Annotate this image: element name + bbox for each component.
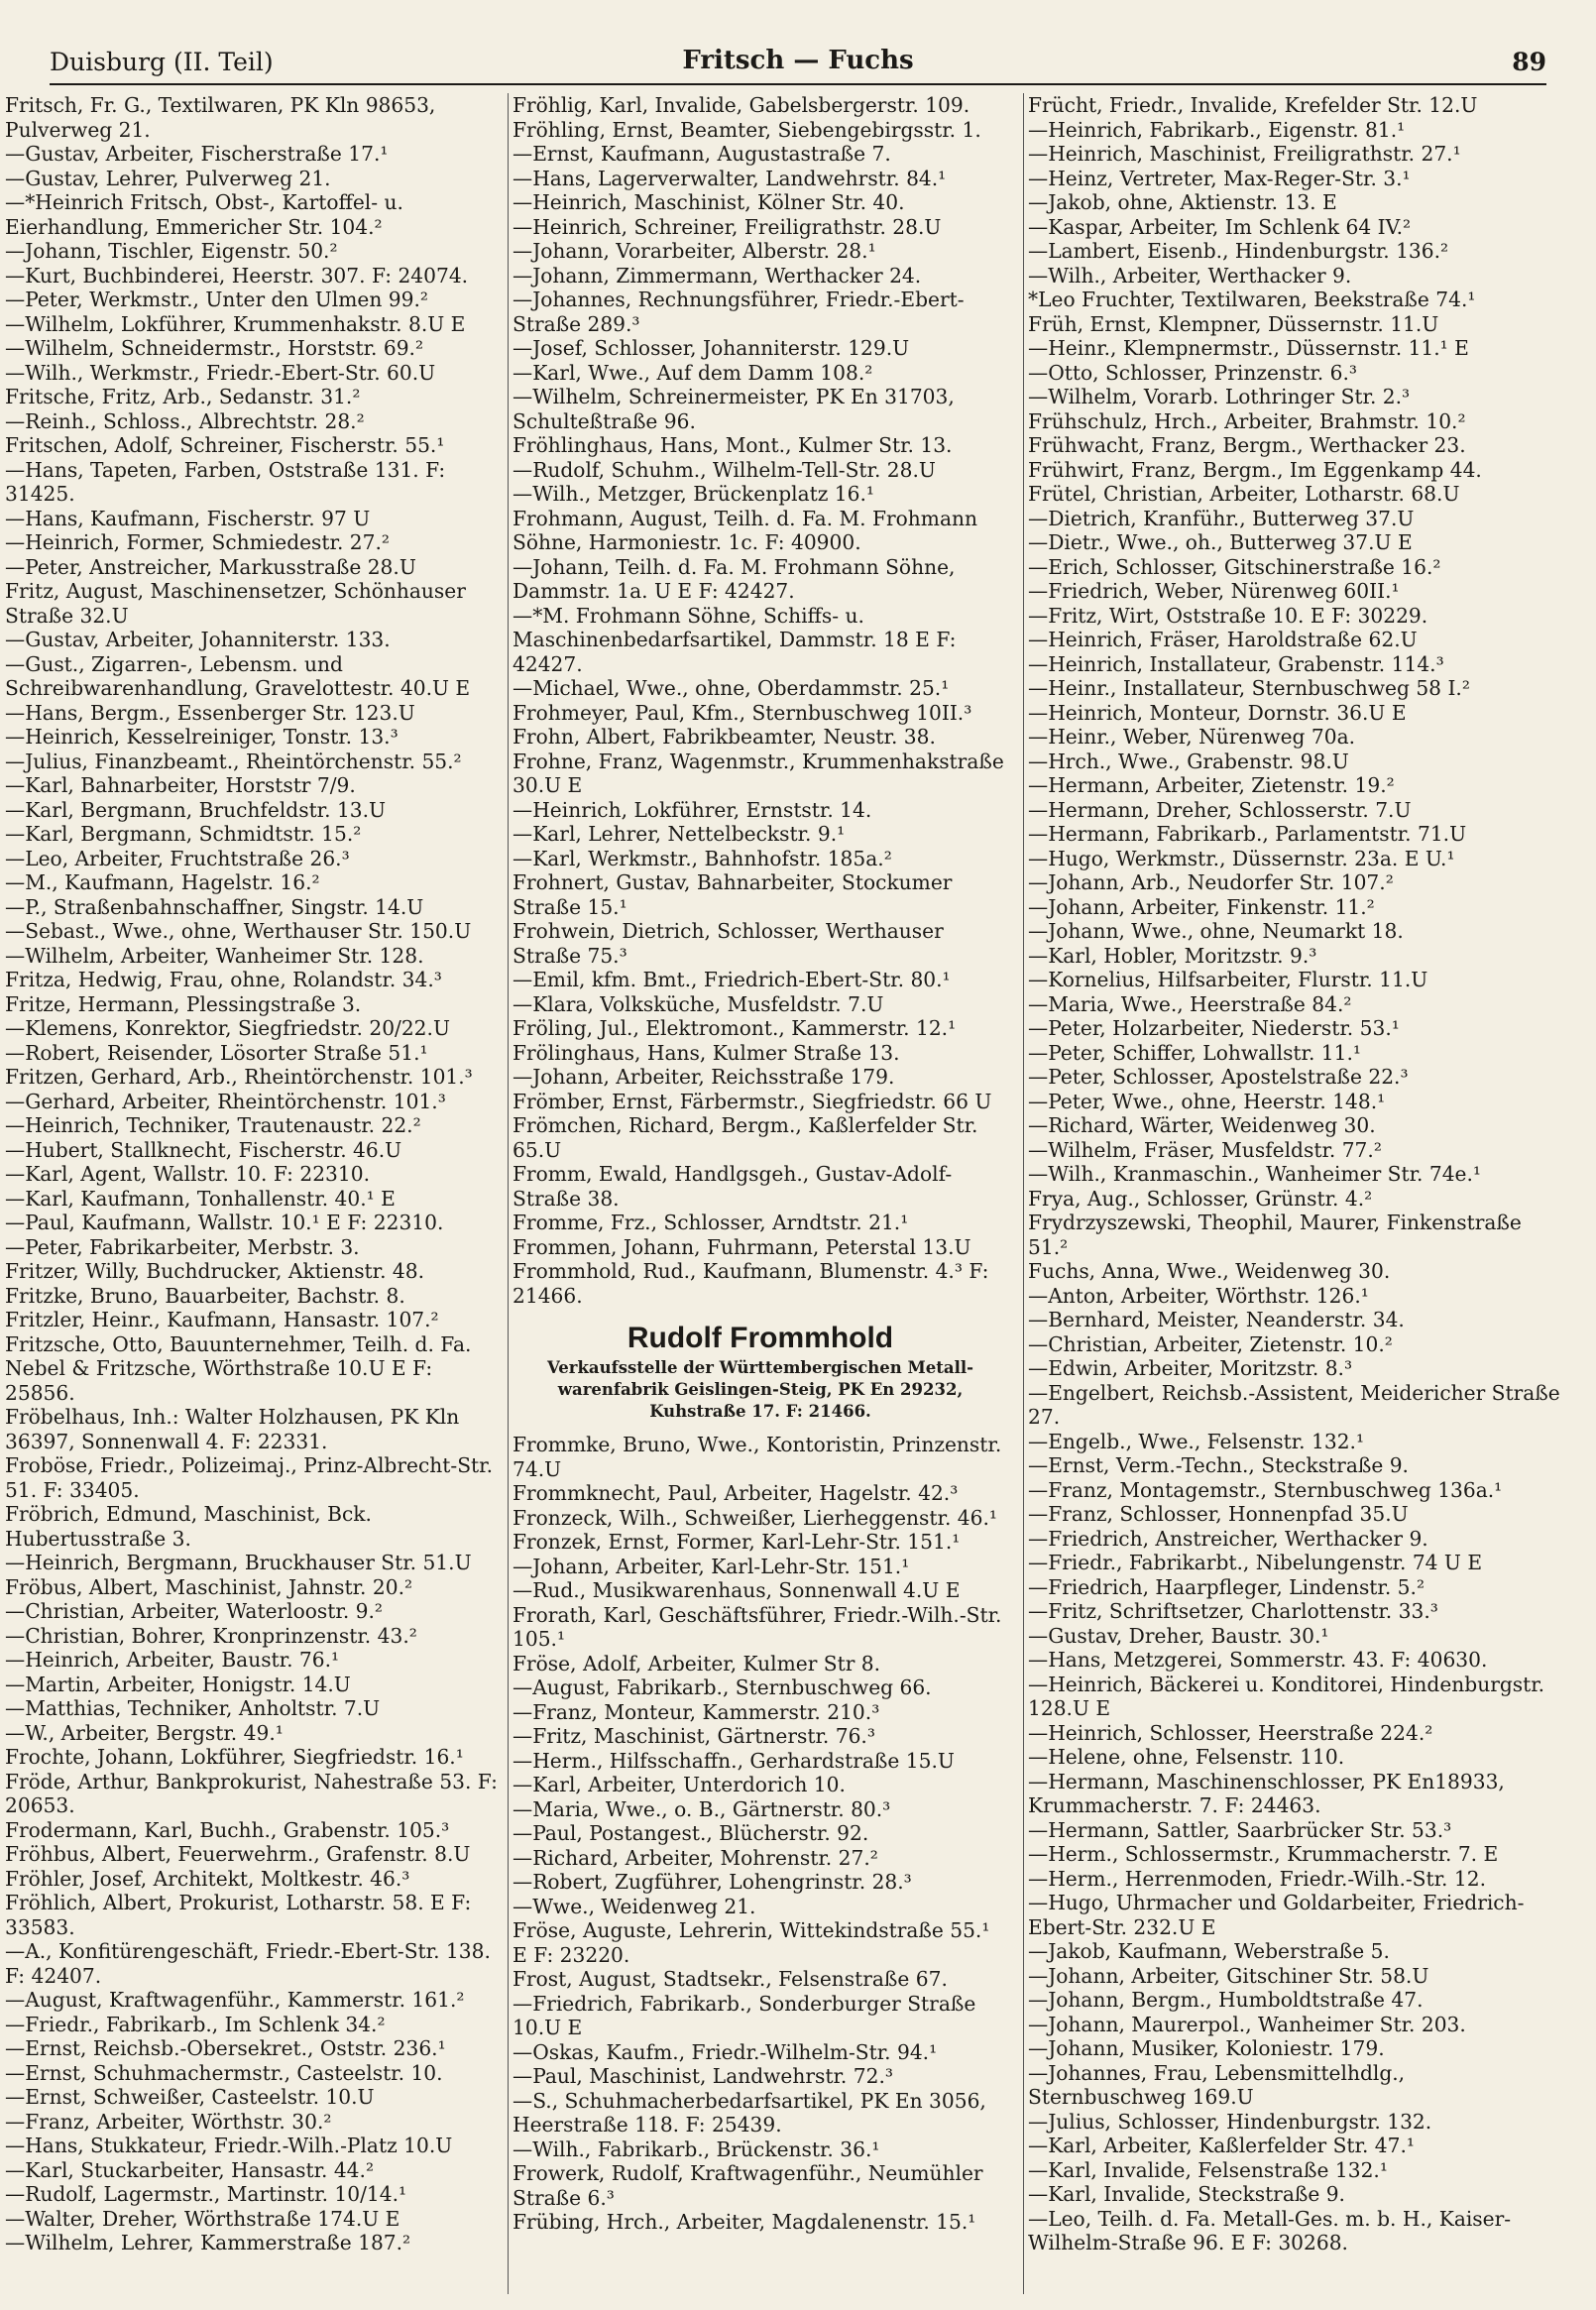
directory-entry: Fröbelhaus, Inh.: Walter Holzhausen, PK Kln 36397, Sonnenwall 4. F: 22331. [5,1405,460,1453]
directory-entry: —Heinr., Installateur, Sternbuschweg 58 I.² [1028,676,1470,700]
directory-entry: —Heinrich, Schlosser, Heerstraße 224.² [1028,1720,1433,1745]
directory-entry: —Heinrich, Arbeiter, Baustr. 76.¹ [5,1648,340,1672]
directory-entry: —Rudolf, Schuhm., Wilhelm-Tell-Str. 28.U [513,457,936,482]
directory-entry: —Peter, Wwe., ohne, Heerstr. 148.¹ [1028,1089,1386,1113]
directory-entry: —Hermann, Dreher, Schlosserstr. 7.U [1028,797,1412,822]
directory-entry: —Hermann, Sattler, Saarbrücker Str. 53.³ [1028,1817,1452,1842]
directory-entry: Frübing, Hrch., Arbeiter, Magdalenenstr. 15.¹ [513,2210,976,2234]
directory-entry: —Friedrich, Anstreicher, Werthacker 9. [1028,1526,1428,1551]
directory-entry: —M., Kaufmann, Hagelstr. 16.² [5,870,320,894]
directory-entry: —Franz, Arbeiter, Wörthstr. 30.² [5,2109,332,2134]
directory-entry: —Leo, Arbeiter, Fruchtstraße 26.³ [5,846,350,870]
directory-entry: —Edwin, Arbeiter, Moritzstr. 8.³ [1028,1356,1353,1380]
directory-entry: —Friedrich, Fabrikarb., Sonderburger Straße 10.U E [513,1991,976,2039]
directory-entry: —Karl, Hobler, Moritzstr. 9.³ [1028,943,1317,968]
directory-entry: Fritz, August, Maschinensetzer, Schönhauser Straße 32.U [5,579,466,628]
directory-entry: Fröbrich, Edmund, Maschinist, Bck. Hubertusstraße 3. [5,1502,372,1551]
directory-entry: Fröbus, Albert, Maschinist, Jahnstr. 20.² [5,1574,413,1599]
directory-entry: Fritzer, Willy, Buchdrucker, Aktienstr. 48. [5,1259,425,1283]
directory-entry: Frömchen, Richard, Bergm., Kaßlerfelder Str. 65.U [513,1113,978,1162]
column-2-bottom [513,1433,1008,2235]
directory-entry: —Heinrich, Schreiner, Freiligrathstr. 28.U [513,214,942,239]
directory-entry: —Karl, Bergmann, Schmidtstr. 15.² [5,822,362,846]
directory-entry: —Hermann, Arbeiter, Zietenstr. 19.² [1028,773,1395,797]
directory-entry: Frommhold, Rud., Kaufmann, Blumenstr. 4.³ F: 21466. [513,1259,989,1308]
directory-entry: —Otto, Schlosser, Prinzenstr. 6.³ [1028,360,1357,385]
directory-entry: —Robert, Reisender, Lösorter Straße 51.¹ [5,1040,428,1065]
directory-entry: —Gustav, Arbeiter, Johanniterstr. 133. [5,628,391,651]
directory-entry: —Hans, Lagerverwalter, Landwehrstr. 84.¹ [513,166,947,190]
directory-entry: —Karl, Werkmstr., Bahnhofstr. 185a.² [513,846,892,870]
directory-entry: —Hugo, Uhrmacher und Goldarbeiter, Friedrich-Ebert-Str. 232.U E [1028,1891,1525,1939]
directory-entry: —Heinrich, Kesselreiniger, Tonstr. 13.³ [5,725,399,749]
column-3 [1023,93,1563,2294]
directory-entry: Fritzke, Bruno, Bauarbeiter, Bachstr. 8. [5,1283,405,1308]
ad-line-3: Kuhstraße 17. F: 21466. [649,1402,871,1421]
directory-entry: Fritzsche, Otto, Bauunternehmer, Teilh. d. Fa. Nebel & Fritzsche, Wörthstraße 10.U E F: 25856. [5,1331,472,1405]
directory-entry: —A., Konfitürengeschäft, Friedr.-Ebert-Str. 138. F: 42407. [5,1939,491,1988]
directory-entry: —Peter, Fabrikarbeiter, Merbstr. 3. [5,1234,360,1259]
directory-entry: —Wwe., Weidenweg 21. [513,1894,756,1918]
directory-entry: Frühwirt, Franz, Bergm., Im Eggenkamp 44. [1028,457,1482,482]
directory-entry: —Matthias, Techniker, Anholtstr. 7.U [5,1696,381,1720]
directory-entry: —Karl, Arbeiter, Kaßlerfelder Str. 47.¹ [1028,2134,1415,2157]
column-2 [508,93,1008,2294]
directory-entry: —Peter, Holzarbeiter, Niederstr. 53.¹ [1028,1016,1400,1040]
directory-entry: Frohwein, Dietrich, Schlosser, Werthauser Straße 75.³ [513,919,944,968]
directory-entry: —Franz, Monteur, Kammerstr. 210.³ [513,1699,880,1724]
directory-entry: —Jakob, Kaufmann, Weberstraße 5. [1028,1939,1390,1963]
directory-entry: —Klara, Volksküche, Musfeldstr. 7.U [513,991,884,1016]
directory-entry: —Peter, Schlosser, Apostelstraße 22.³ [1028,1065,1409,1089]
directory-entry: —Heinr., Weber, Nürenweg 70a. [1028,725,1356,749]
directory-entry: —Richard, Wärter, Weidenweg 30. [1028,1113,1376,1137]
directory-entry: Fromme, Frz., Schlosser, Arndtstr. 21.¹ [513,1211,909,1234]
directory-entry: —*Heinrich Fritsch, Obst-, Kartoffel- u. Eierhandlung, Emmericher Str. 104.² [5,190,403,239]
directory-entry: —Karl, Wwe., Auf dem Damm 108.² [513,360,873,385]
directory-entry: —Karl, Arbeiter, Unterdorich 10. [513,1773,846,1796]
directory-entry: Frowerk, Rudolf, Kraftwagenführ., Neumühler Straße 6.³ [513,2161,983,2210]
ad-line-1: Verkaufsstelle der Württembergischen Metall- [547,1358,973,1377]
directory-entry: —Kurt, Buchbinderei, Heerstr. 307. F: 24074. [5,263,469,288]
directory-entry: —Johann, Arb., Neudorfer Str. 107.² [1028,870,1394,894]
directory-entry: —Hans, Stukkateur, Friedr.-Wilh.-Platz 10.U [5,2134,453,2157]
directory-entry: —Dietr., Wwe., oh., Butterweg 37.U E [1028,530,1413,554]
directory-entry: Frömber, Ernst, Färbermstr., Siegfriedstr. 66 U [513,1089,992,1113]
directory-entry: —Paul, Postangest., Blücherstr. 92. [513,1821,869,1845]
directory-entry: Fromm, Ewald, Handlgsgeh., Gustav-Adolf-Straße 38. [513,1162,953,1211]
directory-entry: —Hrch., Wwe., Grabenstr. 98.U [1028,749,1349,773]
directory-entry: —Wilhelm, Fräser, Musfeldstr. 77.² [1028,1137,1382,1162]
directory-entry: —Karl, Lehrer, Nettelbeckstr. 9.¹ [513,822,846,846]
directory-entry: —Karl, Bahnarbeiter, Horststr 7/9. [5,773,356,797]
header-city: Duisburg (II. Teil) [50,48,274,76]
directory-entry: Frohn, Albert, Fabrikbeamter, Neustr. 38. [513,725,936,749]
directory-entry: —Wilh., Metzger, Brückenplatz 16.¹ [513,482,874,506]
directory-entry: Fröling, Jul., Elektromont., Kammerstr. 12.¹ [513,1016,957,1040]
directory-entry: —W., Arbeiter, Bergstr. 49.¹ [5,1720,284,1745]
directory-entry: —Gustav, Arbeiter, Fischerstraße 17.¹ [5,142,389,166]
directory-entry: —Dietrich, Kranführ., Butterweg 37.U [1028,506,1415,530]
directory-entry: Fritzler, Heinr., Kaufmann, Hansastr. 107.² [5,1308,439,1331]
directory-entry: —Karl, Invalide, Felsenstraße 132.¹ [1028,2157,1388,2182]
directory-entry: —Herm., Schlossermstr., Krummacherstr. 7. E [1028,1842,1499,1866]
advertisement [513,1320,1008,1423]
directory-entry: —Heinrich, Maschinist, Freiligrathstr. 27.¹ [1028,142,1461,166]
directory-entry: —Heinrich, Monteur, Dornstr. 36.U E [1028,700,1407,725]
directory-entry: —Wilh., Fabrikarb., Brückenstr. 36.¹ [513,2137,880,2161]
directory-entry: Früh, Ernst, Klempner, Düssernstr. 11.U [1028,311,1439,336]
directory-entry: —Kornelius, Hilfsarbeiter, Flurstr. 11.U [1028,968,1428,991]
directory-entry: —Wilhelm, Vorarb. Lothringer Str. 2.³ [1028,385,1411,408]
directory-entry: —Johann, Teilh. d. Fa. M. Frohmann Söhne, Dammstr. 1a. U E F: 42427. [513,554,956,603]
directory-entry: Fritza, Hedwig, Frau, ohne, Rolandstr. 34.³ [5,968,442,991]
header-range: Fritsch — Fuchs [682,46,914,75]
directory-entry: —Johann, Wwe., ohne, Neumarkt 18. [1028,919,1404,943]
directory-entry: —Hermann, Fabrikarb., Parlamentstr. 71.U [1028,822,1467,846]
directory-entry: —Erich, Schlosser, Gitschinerstraße 16.² [1028,554,1441,579]
directory-entry: —Hans, Tapeten, Farben, Oststraße 131. F: 31425. [5,457,446,506]
directory-entry: Frommen, Johann, Fuhrmann, Peterstal 13.U [513,1234,971,1259]
directory-entry: —Heinrich, Bergmann, Bruckhauser Str. 51.U [5,1551,472,1574]
directory-entry: —Johann, Arbeiter, Gitschiner Str. 58.U [1028,1963,1429,1988]
directory-entry: Frölinghaus, Hans, Kulmer Straße 13. [513,1040,900,1065]
directory-entry: —Karl, Stuckarbeiter, Hansastr. 44.² [5,2157,375,2182]
directory-entry: —Christian, Bohrer, Kronprinzenstr. 43.² [5,1623,417,1648]
directory-entry: —Hans, Metzgerei, Sommerstr. 43. F: 40630. [1028,1648,1488,1672]
directory-entry: —Friedr., Fabrikarb., Im Schlenk 34.² [5,2012,386,2036]
directory-entry: —Heinr., Klempnermstr., Düssernstr. 11.¹ E [1028,336,1469,360]
directory-entry: —Rudolf, Lagermstr., Martinstr. 10/14.¹ [5,2182,407,2206]
directory-entry: Fritschen, Adolf, Schreiner, Fischerstr. 55.¹ [5,433,445,457]
directory-entry: —Karl, Agent, Wallstr. 10. F: 22310. [5,1162,370,1186]
column-2-top [513,93,1008,1308]
directory-entry: —Johann, Zimmermann, Werthacker 24. [513,263,922,288]
directory-entry: Frohne, Franz, Wagenmstr., Krummenhakstraße 30.U E [513,749,1004,797]
directory-entry: —Anton, Arbeiter, Wörthstr. 126.¹ [1028,1283,1369,1308]
directory-entry: —Oskas, Kaufm., Friedr.-Wilhelm-Str. 94.¹ [513,2039,938,2064]
directory-entry: —Christian, Arbeiter, Waterloostr. 9.² [5,1599,384,1623]
directory-entry: Fröhbus, Albert, Feuerwehrm., Grafenstr. 8.U [5,1842,471,1866]
directory-entry: —Martin, Arbeiter, Honigstr. 14.U [5,1672,351,1696]
directory-entry: —Gustav, Lehrer, Pulverweg 21. [5,166,331,190]
directory-entry: —Friedr., Fabrikarbt., Nibelungenstr. 74 U E [1028,1551,1483,1574]
directory-entry: —Heinrich, Bäckerei u. Konditorei, Hindenburgstr. 128.U E [1028,1672,1545,1720]
directory-entry: —Wilh., Werkmstr., Friedr.-Ebert-Str. 60.U [5,360,436,385]
directory-entry: —Gerhard, Arbeiter, Rheintörchenstr. 101.³ [5,1089,446,1113]
directory-entry: —Hugo, Werkmstr., Düssernstr. 23a. E U.¹ [1028,846,1455,870]
directory-entry: Frütel, Christian, Arbeiter, Lotharstr. 68.U [1028,482,1460,506]
directory-entry: Frochte, Johann, Lokführer, Siegfriedstr. 16.¹ [5,1745,464,1769]
directory-entry: Fröhlig, Karl, Invalide, Gabelsbergerstr. 109. [513,93,970,117]
directory-entry: —Wilhelm, Arbeiter, Wanheimer Str. 128. [5,943,424,968]
directory-entry: —Engelb., Wwe., Felsenstr. 132.¹ [1028,1429,1365,1453]
directory-entry: —Kaspar, Arbeiter, Im Schlenk 64 IV.² [1028,214,1412,239]
directory-entry: Fronzek, Ernst, Former, Karl-Lehr-Str. 151.¹ [513,1530,961,1554]
directory-entry: —Engelbert, Reichsb.-Assistent, Meidericher Straße 27. [1028,1380,1560,1429]
directory-entry: —Julius, Finanzbeamt., Rheintörchenstr. 55.² [5,749,462,773]
directory-entry: —Peter, Schiffer, Lohwallstr. 11.¹ [1028,1040,1362,1065]
directory-entry: Fröse, Adolf, Arbeiter, Kulmer Str 8. [513,1651,881,1675]
directory-entry: —Heinz, Vertreter, Max-Reger-Str. 3.¹ [1028,166,1411,190]
directory-entry: —Friedrich, Weber, Nürenweg 60II.¹ [1028,579,1400,603]
directory-entry: —Heinrich, Installateur, Grabenstr. 114.³ [1028,651,1444,676]
directory-entry: —Lambert, Eisenb., Hindenburgstr. 136.² [1028,239,1449,263]
directory-entry: Fritsch, Fr. G., Textilwaren, PK Kln 98653, Pulverweg 21. [5,93,436,142]
directory-entry: Frorath, Karl, Geschäftsführer, Friedr.-Wilh.-Str. 105.¹ [513,1602,1002,1651]
directory-entry: —Wilhelm, Lokführer, Krummenhakstr. 8.U E [5,311,466,336]
directory-entry: —Leo, Teilh. d. Fa. Metall-Ges. m. b. H., Kaiser-Wilhelm-Straße 96. E F: 30268. [1028,2206,1512,2254]
directory-entry: —Ernst, Reichsb.-Obersekret., Oststr. 236.¹ [5,2036,446,2060]
directory-entry: Frühwacht, Franz, Bergm., Werthacker 23. [1028,433,1466,457]
directory-entry: —August, Kraftwagenführ., Kammerstr. 161.² [5,1988,465,2012]
directory-entry: *Leo Fruchter, Textilwaren, Beekstraße 74.¹ [1028,288,1476,311]
directory-entry: Fritsche, Fritz, Arb., Sedanstr. 31.² [5,385,361,408]
directory-entry: Fröhlich, Albert, Prokurist, Lotharstr. 58. E F: 33583. [5,1891,472,1939]
ad-line-2: warenfabrik Geislingen-Steig, PK En 29232, [557,1380,964,1399]
directory-entry: —Franz, Montagemstr., Sternbuschweg 136a.¹ [1028,1477,1503,1502]
directory-entry: —Ernst, Kaufmann, Augustastraße 7. [513,142,891,166]
directory-entry: Frücht, Friedr., Invalide, Krefelder Str. 12.U [1028,93,1478,117]
directory-entry: —Friedrich, Haarpfleger, Lindenstr. 5.² [1028,1574,1425,1599]
directory-entry: —Ernst, Verm.-Techn., Steckstraße 9. [1028,1453,1409,1477]
directory-entry: —Robert, Zugführer, Lohengrinstr. 28.³ [513,1870,912,1894]
directory-entry: Frommke, Bruno, Wwe., Kontoristin, Prinzenstr. 74.U [513,1433,1002,1481]
directory-entry: —Johann, Arbeiter, Finkenstr. 11.² [1028,894,1375,919]
directory-entry: —Christian, Arbeiter, Zietenstr. 10.² [1028,1331,1393,1356]
directory-entry: —Heinrich, Former, Schmiedestr. 27.² [5,530,390,554]
directory-entry: Fröse, Auguste, Lehrerin, Wittekindstraße 55.¹ E F: 23220. [513,1918,990,1967]
directory-entry: —Johannes, Rechnungsführer, Friedr.-Ebert-Straße 289.³ [513,288,965,336]
directory-entry: —Emil, kfm. Bmt., Friedrich-Ebert-Str. 80.¹ [513,968,951,991]
directory-entry: —Walter, Dreher, Wörthstraße 174.U E [5,2206,400,2231]
directory-entry: Fröhler, Josef, Architekt, Moltkestr. 46.³ [5,1866,410,1891]
directory-entry: Frommknecht, Paul, Arbeiter, Hagelstr. 42.³ [513,1481,959,1505]
directory-entry: Fröhlinghaus, Hans, Mont., Kulmer Str. 13. [513,433,953,457]
directory-entry: —Heinrich, Fräser, Haroldstraße 62.U [1028,628,1418,651]
directory-entry: —Johann, Musiker, Koloniestr. 179. [1028,2036,1385,2060]
directory-entry: —Gust., Zigarren-, Lebensm. und Schreibwarenhandlung, Gravelottestr. 40.U E [5,651,471,700]
directory-entry: —Heinrich, Lokführer, Ernststr. 14. [513,797,872,822]
directory-entry: —Johann, Vorarbeiter, Alberstr. 28.¹ [513,239,876,263]
directory-entry: Frodermann, Karl, Buchh., Grabenstr. 105.³ [5,1817,450,1842]
directory-entry: —Herm., Herrenmoden, Friedr.-Wilh.-Str. 12. [1028,1866,1486,1891]
directory-entry: Fritze, Hermann, Plessingstraße 3. [5,991,362,1016]
directory-entry: —Jakob, ohne, Aktienstr. 13. E [1028,190,1337,214]
directory-entry: —Heinrich, Fabrikarb., Eigenstr. 81.¹ [1028,117,1406,142]
directory-entry: Froböse, Friedr., Polizeimaj., Prinz-Albrecht-Str. 51. F: 33405. [5,1453,493,1502]
directory-entry: —Maria, Wwe., o. B., Gärtnerstr. 80.³ [513,1796,891,1821]
directory-entry: —Peter, Anstreicher, Markusstraße 28.U [5,554,416,579]
ad-name: Rudolf Frommhold [627,1322,894,1354]
directory-entry: —Wilh., Arbeiter, Werthacker 9. [1028,263,1352,288]
directory-entry: —Karl, Bergmann, Bruchfeldstr. 13.U [5,797,387,822]
page-number: 89 [1512,48,1546,76]
directory-entry: —Hubert, Stallknecht, Fischerstr. 46.U [5,1137,402,1162]
directory-entry: —Heinrich, Maschinist, Kölner Str. 40. [513,190,905,214]
directory-entry: —Josef, Schlosser, Johanniterstr. 129.U [513,336,910,360]
directory-entry: —Wilh., Kranmaschin., Wanheimer Str. 74e.¹ [1028,1162,1482,1186]
directory-entry: Frost, August, Stadtsekr., Felsenstraße 67. [513,1967,948,1991]
directory-entry: Frya, Aug., Schlosser, Grünstr. 4.² [1028,1186,1373,1211]
directory-entry: Fröhling, Ernst, Beamter, Siebengebirgsstr. 1. [513,117,981,142]
directory-entry: —Johann, Arbeiter, Karl-Lehr-Str. 151.¹ [513,1554,910,1578]
directory-entry: Fröde, Arthur, Bankprokurist, Nahestraße 53. F: 20653. [5,1769,498,1817]
directory-entry: —Fritz, Schriftsetzer, Charlottenstr. 33.³ [1028,1599,1438,1623]
directory-entry: —Richard, Arbeiter, Mohrenstr. 27.² [513,1845,878,1870]
directory-entry: Frohmann, August, Teilh. d. Fa. M. Frohmann Söhne, Harmoniestr. 1c. F: 40900. [513,506,977,554]
directory-entry: Frydrzyszewski, Theophil, Maurer, Finkenstraße 51.² [1028,1211,1522,1259]
directory-entry: —P., Straßenbahnschaffner, Singstr. 14.U [5,894,424,919]
directory-entry: —Karl, Kaufmann, Tonhallenstr. 40.¹ E [5,1186,396,1211]
directory-entry: Frohmeyer, Paul, Kfm., Sternbuschweg 10II.³ [513,700,972,725]
directory-entry: Frühschulz, Hrch., Arbeiter, Brahmstr. 10.² [1028,408,1466,433]
directory-entry: —Sebast., Wwe., ohne, Werthauser Str. 150.U [5,919,472,943]
directory-entry: —August, Fabrikarb., Sternbuschweg 66. [513,1675,932,1699]
directory-entry: Fuchs, Anna, Wwe., Weidenweg 30. [1028,1259,1391,1283]
directory-entry: —Wilhelm, Lehrer, Kammerstraße 187.² [5,2231,411,2254]
directory-entry: Fronzeck, Wilh., Schweißer, Lierheggenstr. 46.¹ [513,1505,997,1530]
directory-entry: —Heinrich, Techniker, Trautenaustr. 22.² [5,1113,421,1137]
directory-entry: —Bernhard, Meister, Neanderstr. 34. [1028,1308,1405,1331]
directory-entry: —Gustav, Dreher, Baustr. 30.¹ [1028,1623,1329,1648]
directory-entry: Frohnert, Gustav, Bahnarbeiter, Stockumer Straße 15.¹ [513,870,953,919]
directory-entry: —Reinh., Schloss., Albrechtstr. 28.² [5,408,365,433]
directory-entry: —Wilhelm, Schneidermstr., Horststr. 69.² [5,336,424,360]
page-header [50,44,1546,85]
directory-entry: —Helene, ohne, Felsenstr. 110. [1028,1745,1345,1769]
directory-entry: —Hans, Kaufmann, Fischerstr. 97 U [5,506,371,530]
directory-entry: —Fritz, Maschinist, Gärtnerstr. 76.³ [513,1724,875,1748]
directory-entry: —Johann, Bergm., Humboldtstraße 47. [1028,1988,1424,2012]
directory-entry: —Paul, Maschinist, Landwehrstr. 72.³ [513,2064,893,2088]
directory-entry: —Hans, Bergm., Essenberger Str. 123.U [5,700,415,725]
directory-entry: —Karl, Invalide, Steckstraße 9. [1028,2182,1345,2206]
directory-entry: —Maria, Wwe., Heerstraße 84.² [1028,991,1352,1016]
directory-entry: —Paul, Kaufmann, Wallstr. 10.¹ E F: 22310. [5,1211,444,1234]
directory-entry: —Julius, Schlosser, Hindenburgstr. 132. [1028,2109,1432,2134]
directory-entry: —Johannes, Frau, Lebensmittelhdlg., Sternbuschweg 169.U [1028,2060,1406,2109]
directory-entry: —Michael, Wwe., ohne, Oberdammstr. 25.¹ [513,676,950,700]
directory-entry: —Franz, Schlosser, Honnenpfad 35.U [1028,1502,1409,1526]
directory-entry: —Hermann, Maschinenschlosser, PK En18933, Krummacherstr. 7. F: 24463. [1028,1769,1505,1817]
directory-entry: Fritzen, Gerhard, Arb., Rheintörchenstr. 101.³ [5,1065,473,1089]
directory-entry: —*M. Frohmann Söhne, Schiffs- u. Maschinenbedarfsartikel, Dammstr. 18 E F: 42427. [513,603,957,676]
directory-entry: —Klemens, Konrektor, Siegfriedstr. 20/22.U [5,1016,450,1040]
directory-entry: —Ernst, Schweißer, Casteelstr. 10.U [5,2085,375,2109]
directory-entry: —Peter, Werkmstr., Unter den Ulmen 99.² [5,288,428,311]
directory-entry: —Rud., Musikwarenhaus, Sonnenwall 4.U E [513,1578,961,1602]
directory-entry: —Johann, Maurerpol., Wanheimer Str. 203. [1028,2012,1466,2036]
directory-entry: —Johann, Arbeiter, Reichsstraße 179. [513,1065,895,1089]
directory-entry: —Wilhelm, Schreinermeister, PK En 31703, Schulteßtraße 96. [513,385,955,433]
directory-entry: —S., Schuhmacherbedarfsartikel, PK En 3056, Heerstraße 118. F: 25439. [513,2088,986,2137]
directory-entry: —Johann, Tischler, Eigenstr. 50.² [5,239,338,263]
directory-entry: —Fritz, Wirt, Oststraße 10. E F: 30229. [1028,603,1428,628]
directory-entry: —Ernst, Schuhmachermstr., Casteelstr. 10. [5,2060,443,2085]
column-1 [5,93,506,2294]
directory-entry: —Herm., Hilfsschaffn., Gerhardstraße 15.U [513,1748,955,1773]
